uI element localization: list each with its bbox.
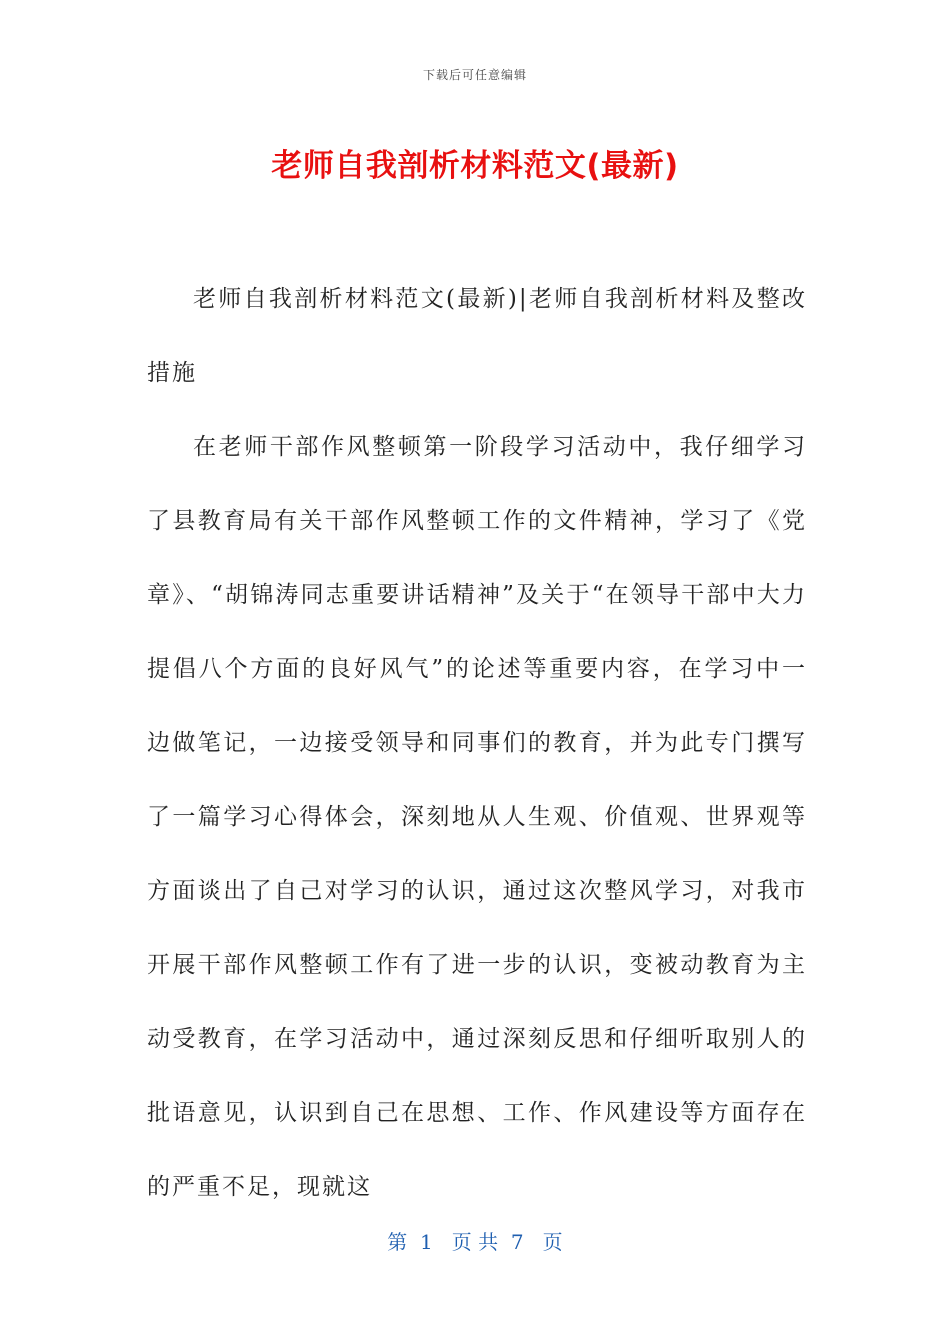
paragraph-main: 在老师干部作风整顿第一阶段学习活动中，我仔细学习了县教育局有关干部作风整顿工作的文件精神，学习了《党章》、“胡锦涛同志重要讲话精神”及关于“在领导干部中大力提倡八个方面的良好风气”的论述等重要内容，在学习中一边做笔记，一边接受领导和同事们的教育，并为此专门撰写了一篇学习心得体会，深刻地从人生观、价值观、世界观等方面谈出了自己对学习的认识，通过这次整风学习，对我市开展干部作风整顿工作有了进一步的认识，变被动教育为主动受教育，在学习活动中，通过深刻反思和仔细听取别人的批语意见，认识到自己在思想、工作、作风建设等方面存在的严重不足，现就这 <box>147 434 807 1200</box>
document-title: 老师自我剖析材料范文(最新) <box>271 148 679 184</box>
header-note: 下载后可任意编辑 <box>422 68 527 82</box>
document-body <box>147 262 807 1224</box>
paragraph-subtitle: 老师自我剖析材料范文(最新)|老师自我剖析材料及整改措施 <box>147 286 807 386</box>
page-number: 第 1 页 共 7 页 <box>387 1230 563 1254</box>
